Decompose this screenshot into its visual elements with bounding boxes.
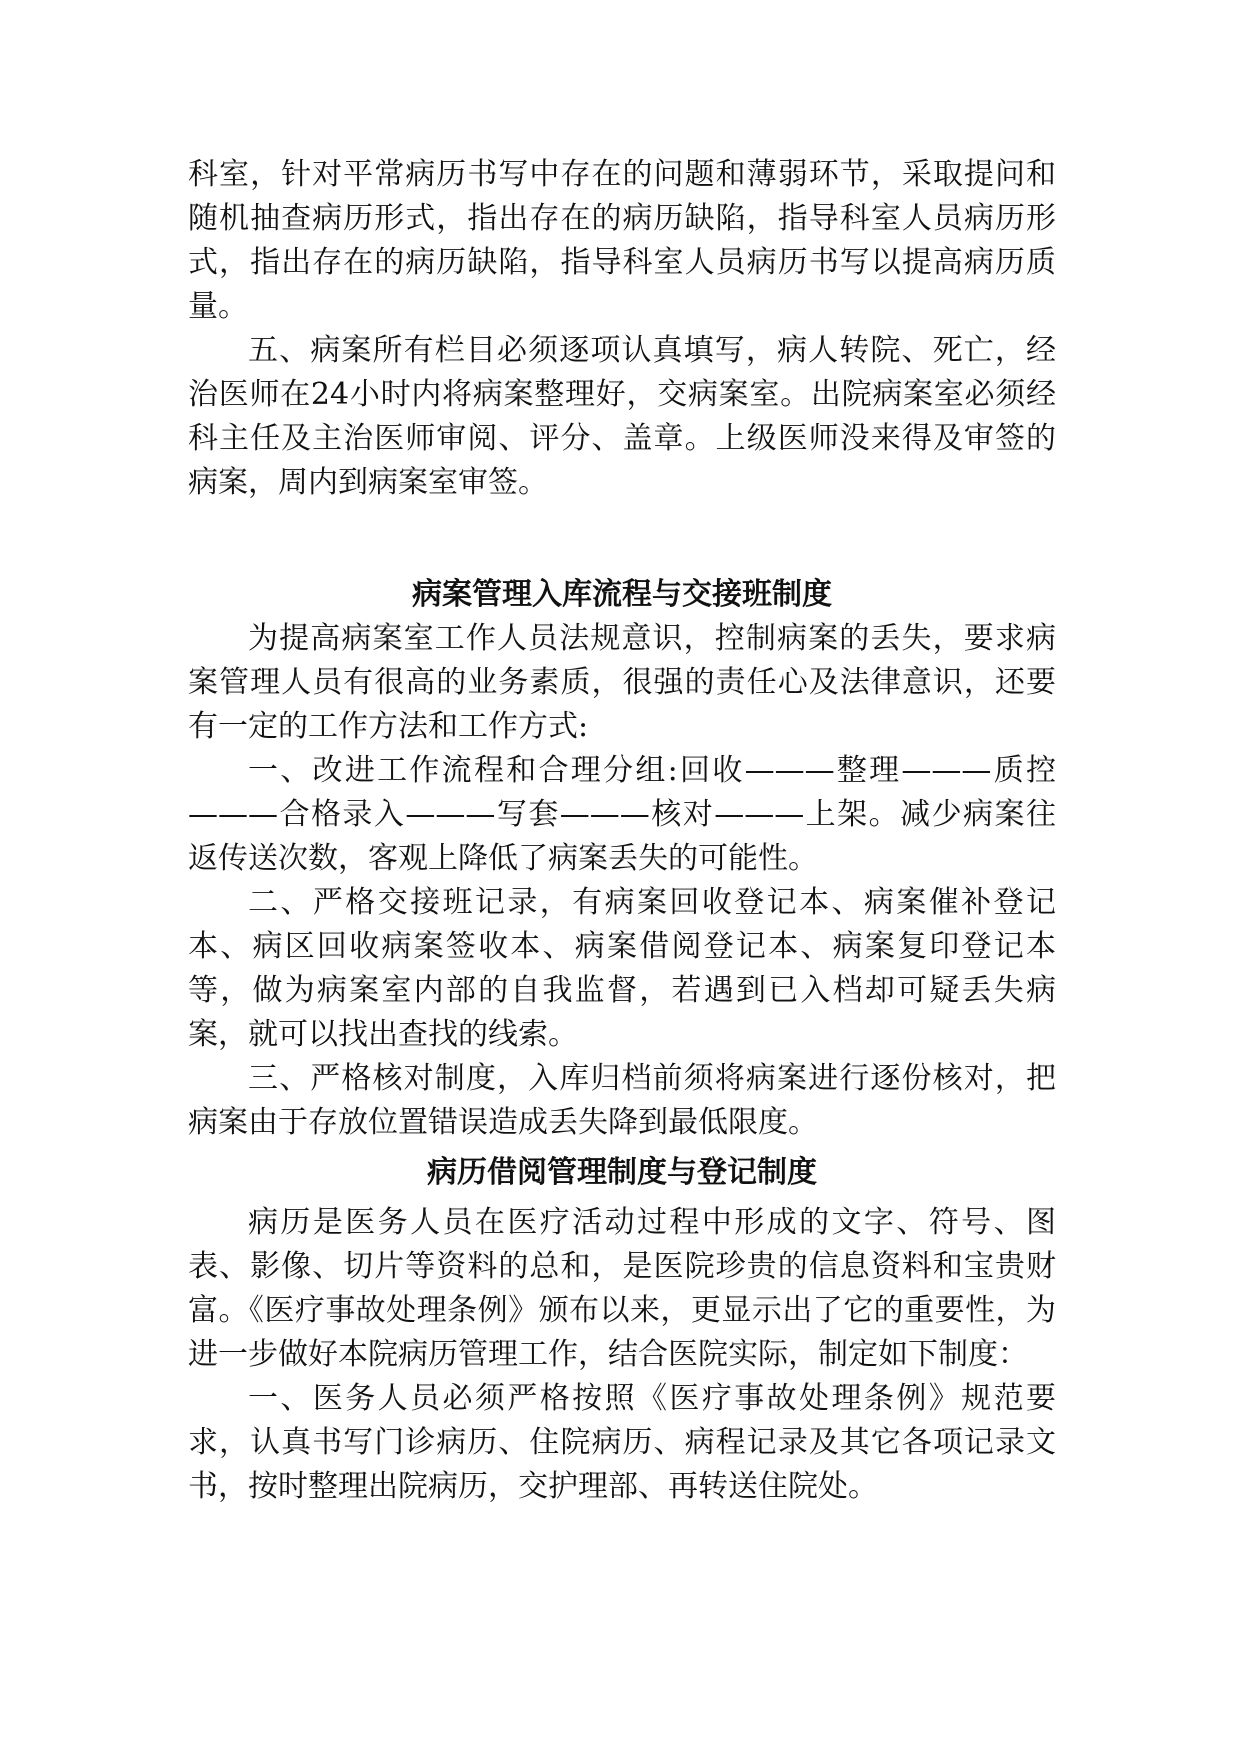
storage-paragraph-intro: 为提高病案室工作人员法规意识，控制病案的丢失，要求病案管理人员有很高的业务素质，很强的责任心及法律意识，还要有一定的工作方法和工作方式:	[188, 621, 1056, 744]
intro-paragraph-item-5: 五、病案所有栏目必须逐项认真填写，病人转院、死亡，经治医师在24小时内将病案整理好，交病案室。出院病案室必须经科主任及主治医师审阅、评分、盖章。上级医师没来得及审签的病案，周内到病案室审签。	[188, 333, 1056, 500]
storage-paragraph-item-3: 三、严格核对制度，入库归档前须将病案进行逐份核对，把病案由于存放位置错误造成丢失降到最低限度。	[188, 1061, 1056, 1140]
storage-paragraph-item-1: 一、改进工作流程和合理分组:回收———整理———质控———合格录入———写套———核对———上架。减少病案往返传送次数，客观上降低了病案丢失的可能性。	[188, 753, 1056, 876]
document-body	[188, 153, 1056, 1509]
borrow-section-title: 病历借阅管理制度与登记制度	[427, 1155, 817, 1190]
storage-paragraph-item-2: 二、严格交接班记录，有病案回收登记本、病案催补登记本、病区回收病案签收本、病案借阅登记本、病案复印登记本等，做为病案室内部的自我监督，若遇到已入档却可疑丢失病案，就可以找出查找的线索。	[188, 885, 1056, 1052]
borrow-paragraph-item-1: 一、医务人员必须严格按照《医疗事故处理条例》规范要求，认真书写门诊病历、住院病历、病程记录及其它各项记录文书，按时整理出院病历，交护理部、再转送住院处。	[188, 1381, 1056, 1504]
intro-paragraph-continued: 科室，针对平常病历书写中存在的问题和薄弱环节，采取提问和随机抽查病历形式，指出存在的病历缺陷，指导科室人员病历形式，指出存在的病历缺陷，指导科室人员病历书写以提高病历质量。	[188, 157, 1056, 324]
storage-section-title: 病案管理入库流程与交接班制度	[412, 577, 832, 612]
section-spacer	[188, 505, 1056, 573]
borrow-paragraph-intro: 病历是医务人员在医疗活动过程中形成的文字、符号、图表、影像、切片等资料的总和，是医院珍贵的信息资料和宝贵财富。《医疗事故处理条例》颁布以来，更显示出了它的重要性，为进一步做好本院病历管理工作，结合医院实际，制定如下制度：	[188, 1205, 1056, 1372]
